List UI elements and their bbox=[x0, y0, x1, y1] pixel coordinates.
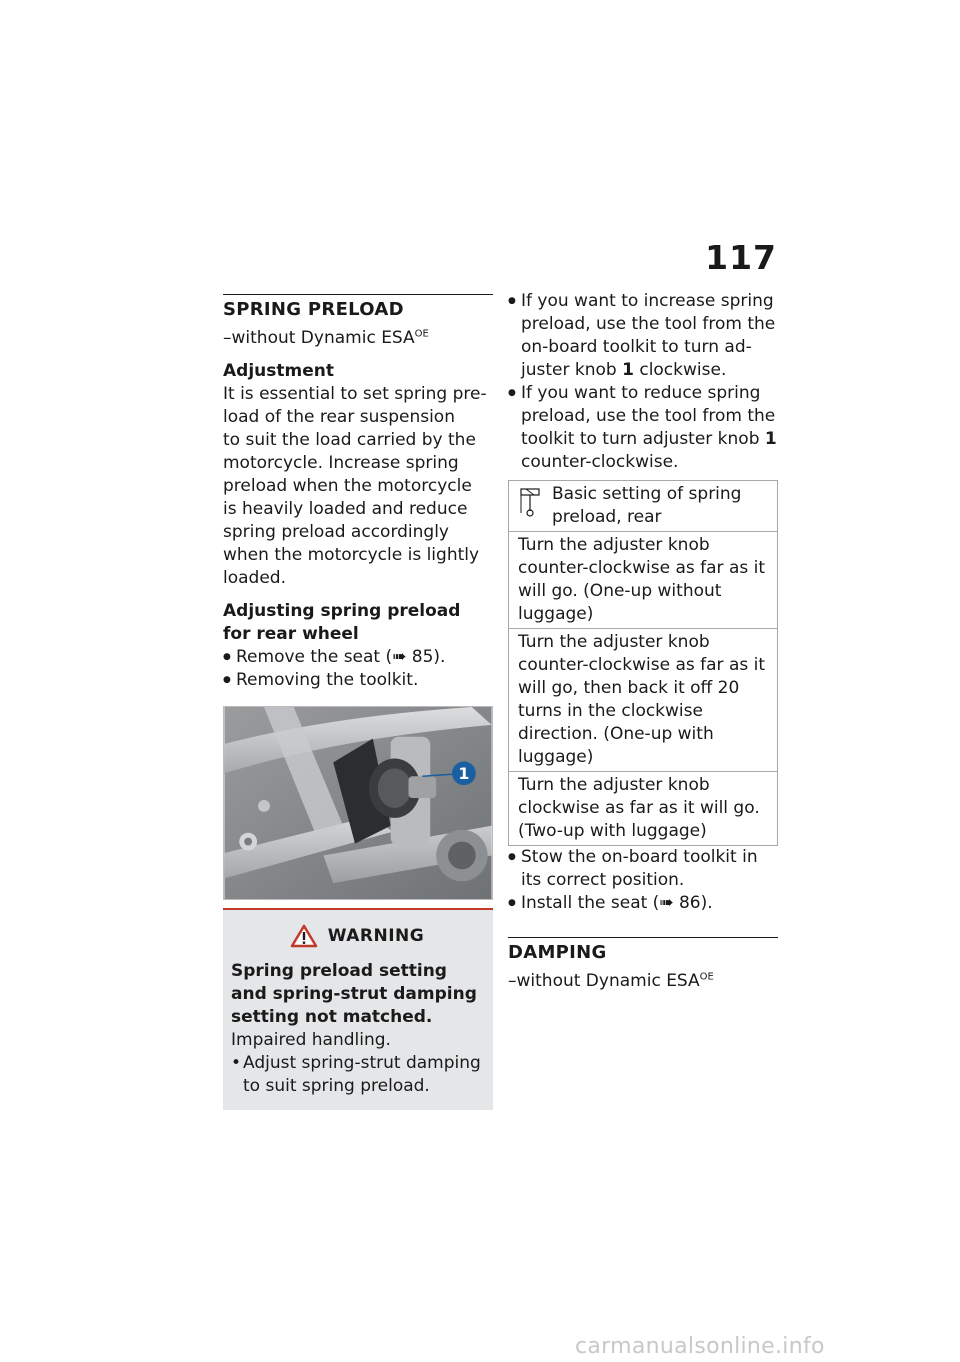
section-title-spring-preload: SPRING PRELOAD bbox=[223, 294, 493, 320]
table-row bbox=[509, 532, 778, 629]
callout-number: 1 bbox=[458, 764, 470, 784]
step-remove-seat: ● Remove the seat (➠ 85). bbox=[223, 646, 493, 669]
watermark: carmanualsonline.info bbox=[575, 1334, 825, 1359]
right-column bbox=[508, 290, 778, 991]
procedure-steps bbox=[223, 646, 493, 692]
adjustment-text: It is essential to set spring pre- load of the rear suspension to suit the load carried by the motorcycle. Increase spring preload when the motorcycle is heavily loaded and reduce spring preload accordingly when the motorcycle is lightly loaded. bbox=[223, 384, 487, 588]
table-row bbox=[509, 629, 778, 772]
left-column bbox=[223, 294, 493, 1110]
step-stow-toolkit: ● Stow the on-board toolkit in its correct position. bbox=[508, 846, 778, 892]
adjust-steps bbox=[508, 290, 778, 474]
warning-action: • Adjust spring-strut damping to suit spring preload. bbox=[231, 1052, 483, 1098]
step-install-seat: ● Install the seat (➠ 86). bbox=[508, 892, 778, 915]
spec-row-one-up-no-luggage: Turn the adjuster knob counter-clockwise as far as it will go. (One-up without luggage) bbox=[509, 532, 778, 629]
warning-consequence: Impaired handling. bbox=[231, 1030, 391, 1050]
spec-header-row bbox=[509, 481, 778, 532]
variant-note: –without Dynamic $ESA^{OE}$ bbox=[223, 328, 429, 348]
step-reduce-preload: ● If you want to reduce spring preload, use the tool from the toolkit to turn adjuster knob 1 counter-clockwise. bbox=[508, 382, 778, 474]
finish-steps bbox=[508, 846, 778, 915]
adjustment-heading: Adjustment bbox=[223, 361, 334, 381]
table-row bbox=[509, 772, 778, 846]
spec-row-two-up-luggage: Turn the adjuster knob clockwise as far as it will go. (Two-up with luggage) bbox=[509, 772, 778, 846]
warning-box bbox=[223, 908, 493, 1110]
page-number: 117 bbox=[705, 238, 777, 277]
damping-variant-note: –without Dynamic $ESA^{OE}$ bbox=[508, 971, 714, 991]
spec-header: Basic setting of spring preload, rear bbox=[552, 484, 742, 527]
section-title-damping: DAMPING bbox=[508, 937, 778, 963]
adjuster-knob-photo bbox=[223, 706, 493, 900]
warning-headline: Spring preload setting and spring-strut damping setting not matched. bbox=[231, 961, 477, 1027]
spec-table-preload bbox=[508, 480, 778, 846]
damping-section bbox=[508, 937, 778, 991]
warning-triangle-icon bbox=[290, 924, 318, 948]
step-remove-toolkit: ● Removing the toolkit. bbox=[223, 669, 493, 692]
warning-title: WARNING bbox=[327, 926, 425, 946]
spring-setting-icon bbox=[518, 487, 542, 517]
procedure-heading: Adjusting spring preload for rear wheel bbox=[223, 601, 461, 644]
spec-row-one-up-luggage: Turn the adjuster knob counter-clockwise as far as it will go, then back it off 20 turns in the clockwise direction. (One-up with luggage) bbox=[509, 629, 778, 772]
step-increase-preload: ● If you want to increase spring preload, use the tool from the on-board toolkit to turn ad- juster knob 1 clockwise. bbox=[508, 290, 778, 382]
